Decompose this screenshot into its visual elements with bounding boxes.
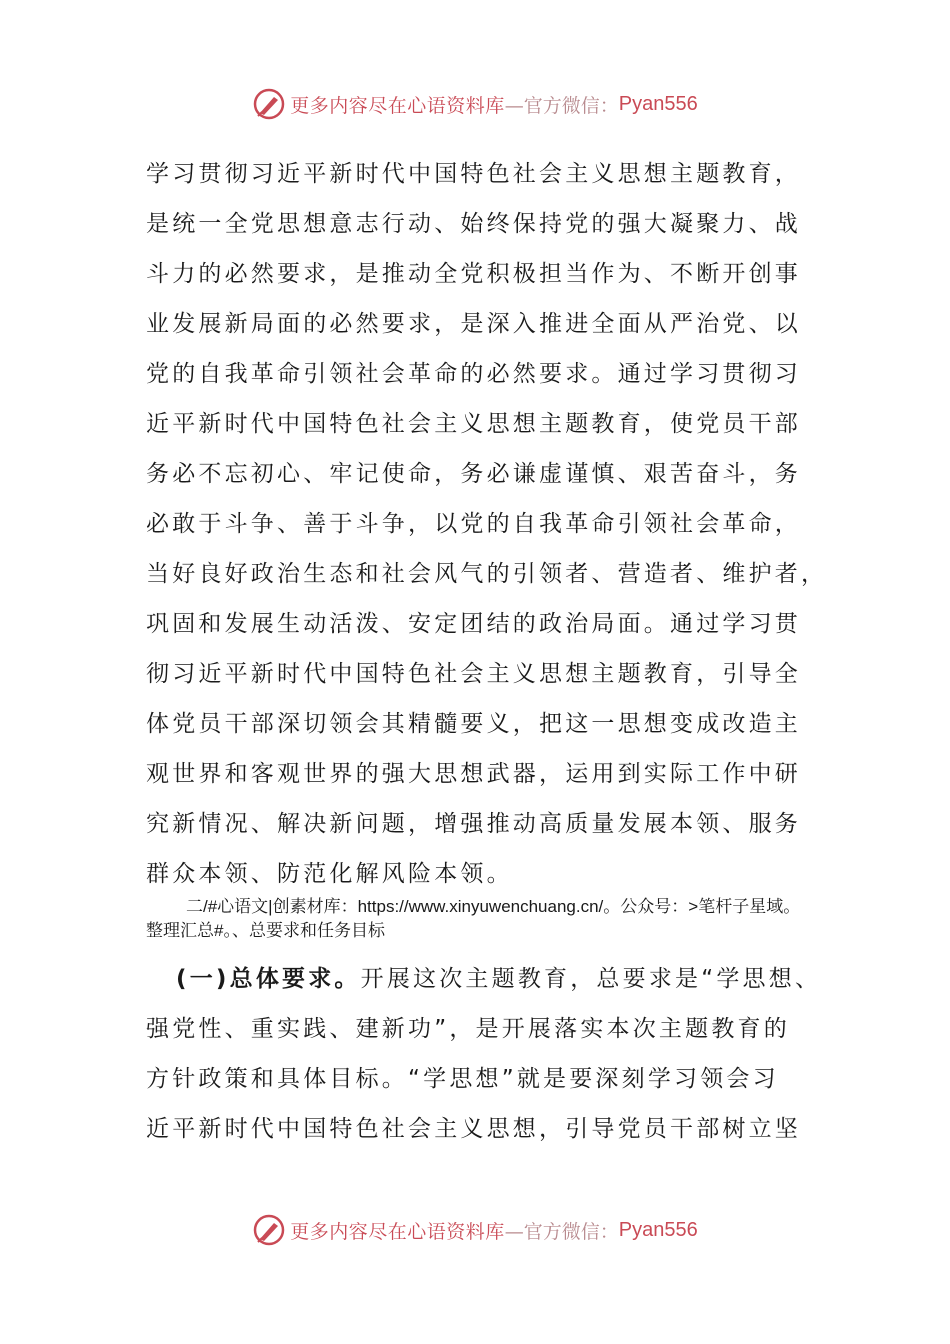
text-line: 强党性、重实践、建新功”，是开展落实本次主题教育的 [146, 1016, 790, 1042]
banner-text-mid: —官方微信： [504, 1220, 619, 1243]
text-line: 观世界和客观世界的强大思想武器，运用到实际工作中研 [146, 761, 801, 787]
text-line: 体党员干部深切领会其精髓要义，把这一思想变成改造主 [146, 711, 801, 737]
text-line: 彻习近平新时代中国特色社会主义思想主题教育，引导全 [146, 661, 801, 687]
text-line: 业发展新局面的必然要求，是深入推进全面从严治党、以 [146, 311, 801, 337]
text-line: 究新情况、解决新问题，增强推动高质量发展本领、服务 [146, 811, 801, 837]
banner-text-main: 更多内容尽在心语资料库 [290, 1220, 505, 1243]
text-line: 群众本领、防范化解风险本领。 [146, 861, 513, 887]
text-line: 必敢于斗争、善于斗争，以党的自我革命引领社会革命， [146, 511, 801, 537]
text-line: 学习贯彻习近平新时代中国特色社会主义思想主题教育， [146, 161, 801, 187]
banner-text-main: 更多内容尽在心语资料库 [290, 94, 505, 117]
text-line: 当好良好政治生态和社会风气的引领者、营造者、维护者， [146, 561, 828, 587]
text-line: 巩固和发展生动活泼、安定团结的政治局面。通过学习贯 [146, 611, 801, 637]
text-line: 务必不忘初心、牢记使命，务必谦虚谨慎、艰苦奋斗，务 [146, 461, 801, 487]
source-note: 二/#心语文|创素材库：https://www.xinyuwenchuang.cn/。公众号：>笔杆子星域。整理汇总#。、总要求和任务目标 [146, 897, 801, 940]
header-banner [0, 84, 950, 124]
banner-wechat-id: Pyan556 [618, 1218, 698, 1241]
text-line: 斗力的必然要求，是推动全党积极担当作为、不断开创事 [146, 261, 801, 287]
banner-text-mid: —官方微信： [504, 94, 619, 117]
pen-logo-icon [252, 1213, 286, 1247]
text-line: 近平新时代中国特色社会主义思想主题教育，使党员干部 [146, 411, 801, 437]
section-first-line-text: 开展这次主题教育，总要求是“学思想、 [360, 966, 822, 992]
pen-logo-icon [252, 87, 286, 121]
text-line: 方针政策和具体目标。“学思想”就是要深刻学习领会习 [146, 1066, 779, 1092]
footer-banner [0, 1210, 950, 1250]
text-line: 近平新时代中国特色社会主义思想，引导党员干部树立坚 [146, 1116, 801, 1142]
text-line: 是统一全党思想意志行动、始终保持党的强大凝聚力、战 [146, 211, 801, 237]
text-line: 党的自我革命引领社会革命的必然要求。通过学习贯彻习 [146, 361, 801, 387]
banner-wechat-id: Pyan556 [618, 92, 698, 115]
section-first-line [176, 960, 821, 993]
section-heading: (一)总体要求。 [176, 966, 361, 992]
